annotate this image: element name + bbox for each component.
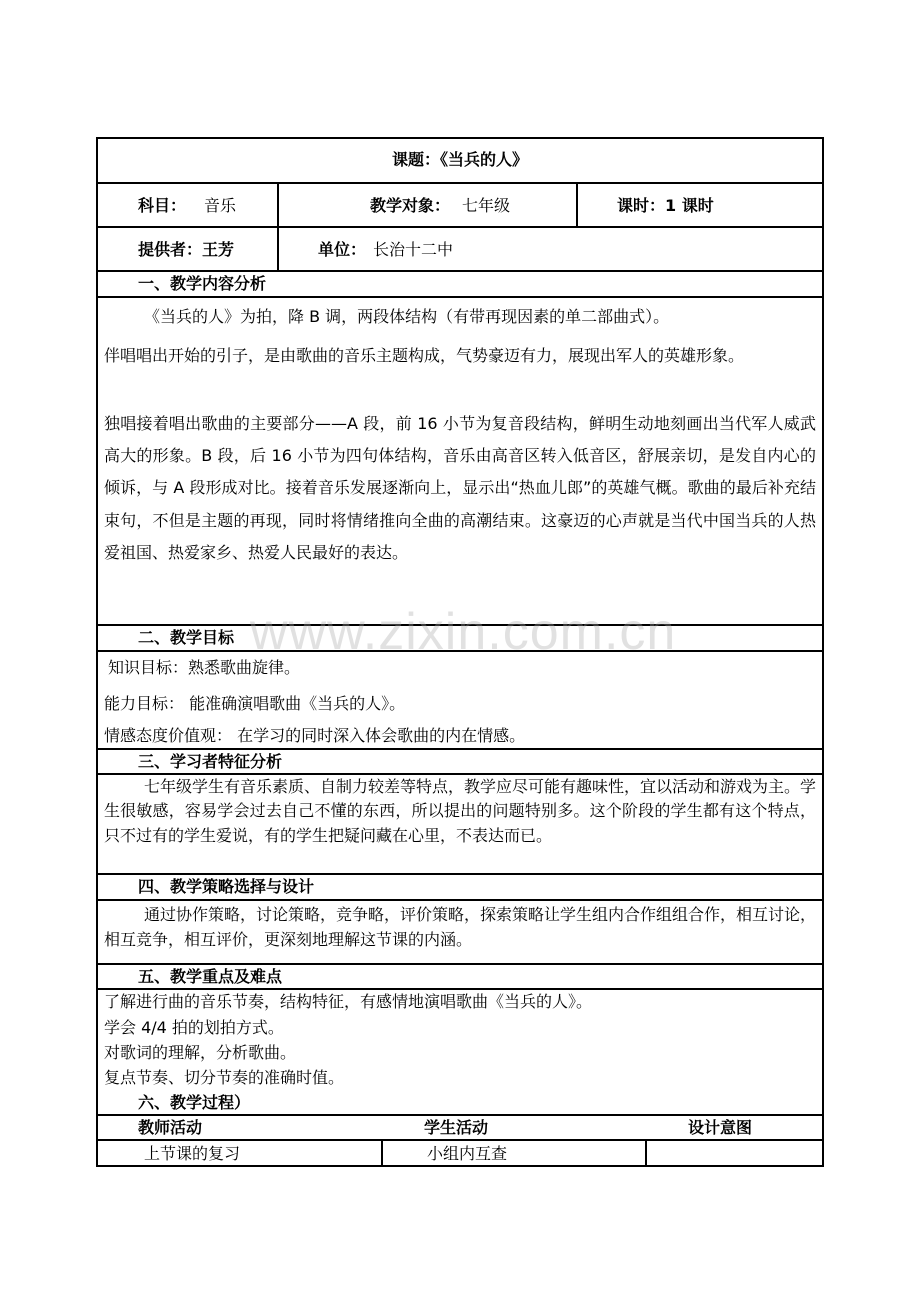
objective-ability: 能力目标： 能准确演唱歌曲《当兵的人》。 bbox=[104, 694, 406, 713]
subject-value: 音乐 bbox=[204, 196, 237, 215]
key-point-3: 对歌词的理解，分析歌曲。 bbox=[104, 1043, 297, 1062]
lesson-title: 课题：《当兵的人》 bbox=[391, 150, 528, 169]
unit-value: 长治十二中 bbox=[373, 240, 454, 259]
process-header-intent: 设计意图 bbox=[688, 1118, 753, 1137]
col-divider bbox=[277, 226, 279, 270]
row-divider bbox=[96, 899, 824, 901]
objective-knowledge: 知识目标：熟悉歌曲旋律。 bbox=[108, 658, 301, 677]
key-point-1: 了解进行曲的音乐节奏，结构特征，有感情地演唱歌曲《当兵的人》。 bbox=[104, 992, 593, 1011]
unit-label: 单位： bbox=[318, 240, 367, 259]
col-divider bbox=[576, 182, 578, 226]
row-divider bbox=[96, 296, 824, 298]
row-divider bbox=[96, 988, 824, 990]
subject-label: 科目： bbox=[138, 196, 187, 215]
row-divider bbox=[96, 226, 824, 228]
process-row-teacher: 上节课的复习 bbox=[144, 1144, 241, 1163]
section-title-content-analysis: 一、教学内容分析 bbox=[138, 274, 267, 293]
process-header-teacher: 教师活动 bbox=[138, 1118, 203, 1137]
objective-emotion: 情感态度价值观： 在学习的同时深入体会歌曲的内在情感。 bbox=[104, 726, 526, 745]
content-paragraph-2: 伴唱唱出开始的引子，是由歌曲的音乐主题构成，气势豪迈有力，展现出军人的英雄形象。 bbox=[104, 346, 745, 365]
audience-label: 教学对象： bbox=[370, 196, 451, 215]
learner-paragraph: 七年级学生有音乐素质、自制力较差等特点，教学应尽可能有趣味性，宜以活动和游戏为主。学生很敏感，容易学会过去自己不懂的东西，所以提出的问题特别多。这个阶段的学生都有这个特点，只不过有的学生爱说，有的学生把疑问藏在心里，不表达而已。 bbox=[104, 777, 817, 845]
audience-value: 七年级 bbox=[462, 196, 511, 215]
row-divider bbox=[96, 1139, 824, 1141]
content-paragraph-3: 独唱接着唱出歌曲的主要部分——A 段，前 16 小节为复音段结构，鲜明生动地刻画出当代军人威武高大的形象。B 段，后 16 小节为四句体结构，音乐由高音区转入低音区，舒展亲切，是发自内心的倾诉，与 A 段形成对比。接着音乐发展逐渐向上，显示出“热血儿郎”的英雄气概。歌曲的最后补充结束句，不但是主题的再现，同时将情绪推向全曲的高潮结束。这豪迈的心声就是当代中国当兵的人热爱祖国、热爱家乡、热爱人民最好的表达。 bbox=[104, 414, 816, 562]
col-divider bbox=[277, 182, 279, 226]
key-point-4: 复点节奏、切分节奏的准确时值。 bbox=[104, 1068, 345, 1087]
process-header-student: 学生活动 bbox=[424, 1118, 489, 1137]
watermark: www.zixin.com.cn bbox=[250, 603, 677, 661]
col-divider bbox=[381, 1139, 383, 1167]
row-divider bbox=[96, 270, 824, 272]
row-divider bbox=[96, 873, 824, 875]
row-divider bbox=[96, 748, 824, 750]
key-point-2: 学会 4/4 拍的划拍方式。 bbox=[104, 1018, 284, 1037]
content-paragraph-1: 《当兵的人》为拍，降 B 调，两段体结构（有带再现因素的单二部曲式）。 bbox=[144, 307, 670, 326]
strategy-paragraph: 通过协作策略，讨论策略，竞争略，评价策略，探索策略让学生组内合作组组合作，相互讨论，相互竞争，相互评价，更深刻地理解这节课的内涵。 bbox=[104, 905, 817, 949]
process-row-student: 小组内互查 bbox=[427, 1144, 508, 1163]
section-title-objectives: 二、教学目标 bbox=[138, 628, 235, 647]
provider: 提供者：王芳 bbox=[138, 240, 235, 259]
section-title-learner-analysis: 三、学习者特征分析 bbox=[138, 752, 283, 771]
row-divider bbox=[96, 963, 824, 965]
row-divider bbox=[96, 1114, 824, 1116]
section-title-strategy: 四、教学策略选择与设计 bbox=[138, 877, 315, 896]
section-title-key-points: 五、教学重点及难点 bbox=[138, 967, 283, 986]
section-title-process: 六、教学过程） bbox=[138, 1093, 251, 1112]
row-divider bbox=[96, 182, 824, 184]
class-hours: 课时：1 课时 bbox=[617, 196, 714, 215]
col-divider bbox=[645, 1139, 647, 1167]
